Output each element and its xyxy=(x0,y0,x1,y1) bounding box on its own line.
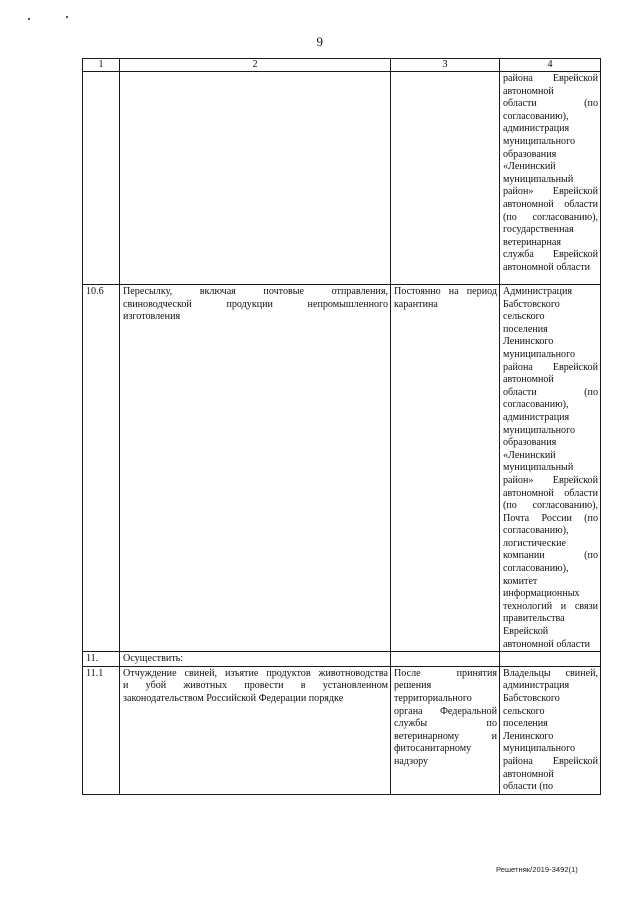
text-line: ветеринарная xyxy=(503,236,561,248)
text-line: муниципального xyxy=(503,348,576,360)
text-line: изготовления xyxy=(123,311,181,323)
text-line: ветеринарному и xyxy=(394,730,497,742)
text-line: правительства xyxy=(503,613,565,625)
text-line: согласованию), xyxy=(503,525,569,537)
text-line: Ленинского xyxy=(503,730,554,742)
text-line: фитосанитарному xyxy=(394,743,472,755)
cell-empty xyxy=(500,652,601,667)
row-description xyxy=(120,666,391,794)
text-line: комитет xyxy=(503,575,538,587)
text-line: территориального xyxy=(394,693,472,704)
text-line: Почта России (по xyxy=(503,512,598,524)
text-line: Отчуждение свиней, изъятие продуктов животноводства xyxy=(123,667,388,679)
text-line: информационных xyxy=(503,588,580,600)
text-line: Пересылку, включая почтовые отправления, xyxy=(123,286,388,297)
text-line: сельского xyxy=(503,311,545,323)
text-line: «Ленинский xyxy=(503,449,556,461)
text-line: района Еврейской xyxy=(503,755,598,767)
text-line: администрация xyxy=(503,411,570,423)
text-line: автономной области xyxy=(503,638,591,650)
row-number: 11.1 xyxy=(83,666,120,794)
document-table xyxy=(82,58,601,795)
table-row-11-1 xyxy=(83,666,601,794)
text-line: согласованию), xyxy=(503,563,569,575)
text-line: района Еврейской xyxy=(503,361,598,373)
header-col-3: 3 xyxy=(391,59,500,72)
text-line: муниципального xyxy=(503,424,576,436)
text-line: решения xyxy=(394,680,432,692)
text-line: (по согласованию), xyxy=(503,500,598,512)
text-line: «Ленинский xyxy=(503,161,556,173)
text-line: образования xyxy=(503,437,557,449)
row-term xyxy=(391,285,500,652)
text-line: органа Федеральной xyxy=(394,705,497,717)
text-line: компании (по xyxy=(503,550,598,562)
document-footer-code: Решетняк/2019-3492(1) xyxy=(496,865,578,874)
text-line: Постоянно на период xyxy=(394,286,497,297)
cell-empty xyxy=(120,72,391,285)
text-line: логистические xyxy=(503,537,566,549)
header-col-2: 2 xyxy=(120,59,391,72)
text-line: муниципального xyxy=(503,743,576,755)
page-number: 9 xyxy=(316,34,324,49)
header-col-4: 4 xyxy=(500,59,601,72)
cell-empty xyxy=(83,72,120,285)
row-responsible xyxy=(500,285,601,652)
row-term xyxy=(391,666,500,794)
text-line: государственная xyxy=(503,224,574,236)
text-line: автономной xyxy=(503,374,554,386)
text-line: Администрация xyxy=(503,286,573,297)
text-line: автономной области xyxy=(503,198,598,210)
text-line: карантина xyxy=(394,298,438,310)
table-row-10-6 xyxy=(83,285,601,652)
text-line: Ленинского xyxy=(503,336,554,348)
row-description: Осуществить: xyxy=(120,652,391,667)
continuation-responsible-cell xyxy=(500,72,601,285)
cell-empty xyxy=(391,652,500,667)
text-line: администрация xyxy=(503,680,570,692)
row-number: 10.6 xyxy=(83,285,120,652)
text-line: образования xyxy=(503,148,557,160)
text-line: области (по xyxy=(503,781,554,793)
text-line: надзору xyxy=(394,755,429,767)
text-line: Еврейской xyxy=(503,626,549,638)
text-line: автономной xyxy=(503,768,554,780)
text-line: (по согласованию), xyxy=(503,211,598,223)
text-line: служба Еврейской xyxy=(503,249,598,261)
text-line: поселения xyxy=(503,718,548,730)
text-line: муниципального xyxy=(503,135,576,147)
text-line: области (по xyxy=(503,98,598,110)
text-line: свиноводческой продукции непромышленного xyxy=(123,298,388,310)
text-line: Владельцы свиней, xyxy=(503,667,598,679)
text-line: Бабстовского xyxy=(503,693,560,704)
text-line: области (по xyxy=(503,386,598,398)
text-line: поселения xyxy=(503,323,548,335)
scan-speck xyxy=(28,18,30,20)
row-number: 11. xyxy=(83,652,120,667)
text-line: района Еврейской xyxy=(503,73,598,84)
text-line: технологий и связи xyxy=(503,600,598,612)
text-line: согласованию), xyxy=(503,399,569,411)
text-line: район» Еврейской xyxy=(503,186,598,198)
row-responsible xyxy=(500,666,601,794)
text-line: и убой животных провести в установленном xyxy=(123,680,388,692)
text-line: службы по xyxy=(394,718,497,730)
text-line: муниципальный xyxy=(503,462,574,474)
table-row-continuation xyxy=(83,72,601,285)
text-line: автономной области xyxy=(503,261,591,273)
scan-speck xyxy=(66,16,68,18)
text-line: район» Еврейской xyxy=(503,474,598,486)
table-row-11 xyxy=(83,652,601,667)
text-line: сельского xyxy=(503,705,545,717)
cell-empty xyxy=(391,72,500,285)
text-line: автономной области xyxy=(503,487,598,499)
table-header-row xyxy=(83,59,601,72)
header-col-1: 1 xyxy=(83,59,120,72)
row-description xyxy=(120,285,391,652)
text-line: согласованию), xyxy=(503,110,569,122)
text-line: Бабстовского xyxy=(503,298,560,310)
text-line: администрация xyxy=(503,123,570,135)
text-line: автономной xyxy=(503,85,554,97)
text-line: муниципальный xyxy=(503,173,574,185)
text-line: После принятия xyxy=(394,667,497,679)
text-line: законодательством Российской Федерации порядке xyxy=(123,693,344,704)
